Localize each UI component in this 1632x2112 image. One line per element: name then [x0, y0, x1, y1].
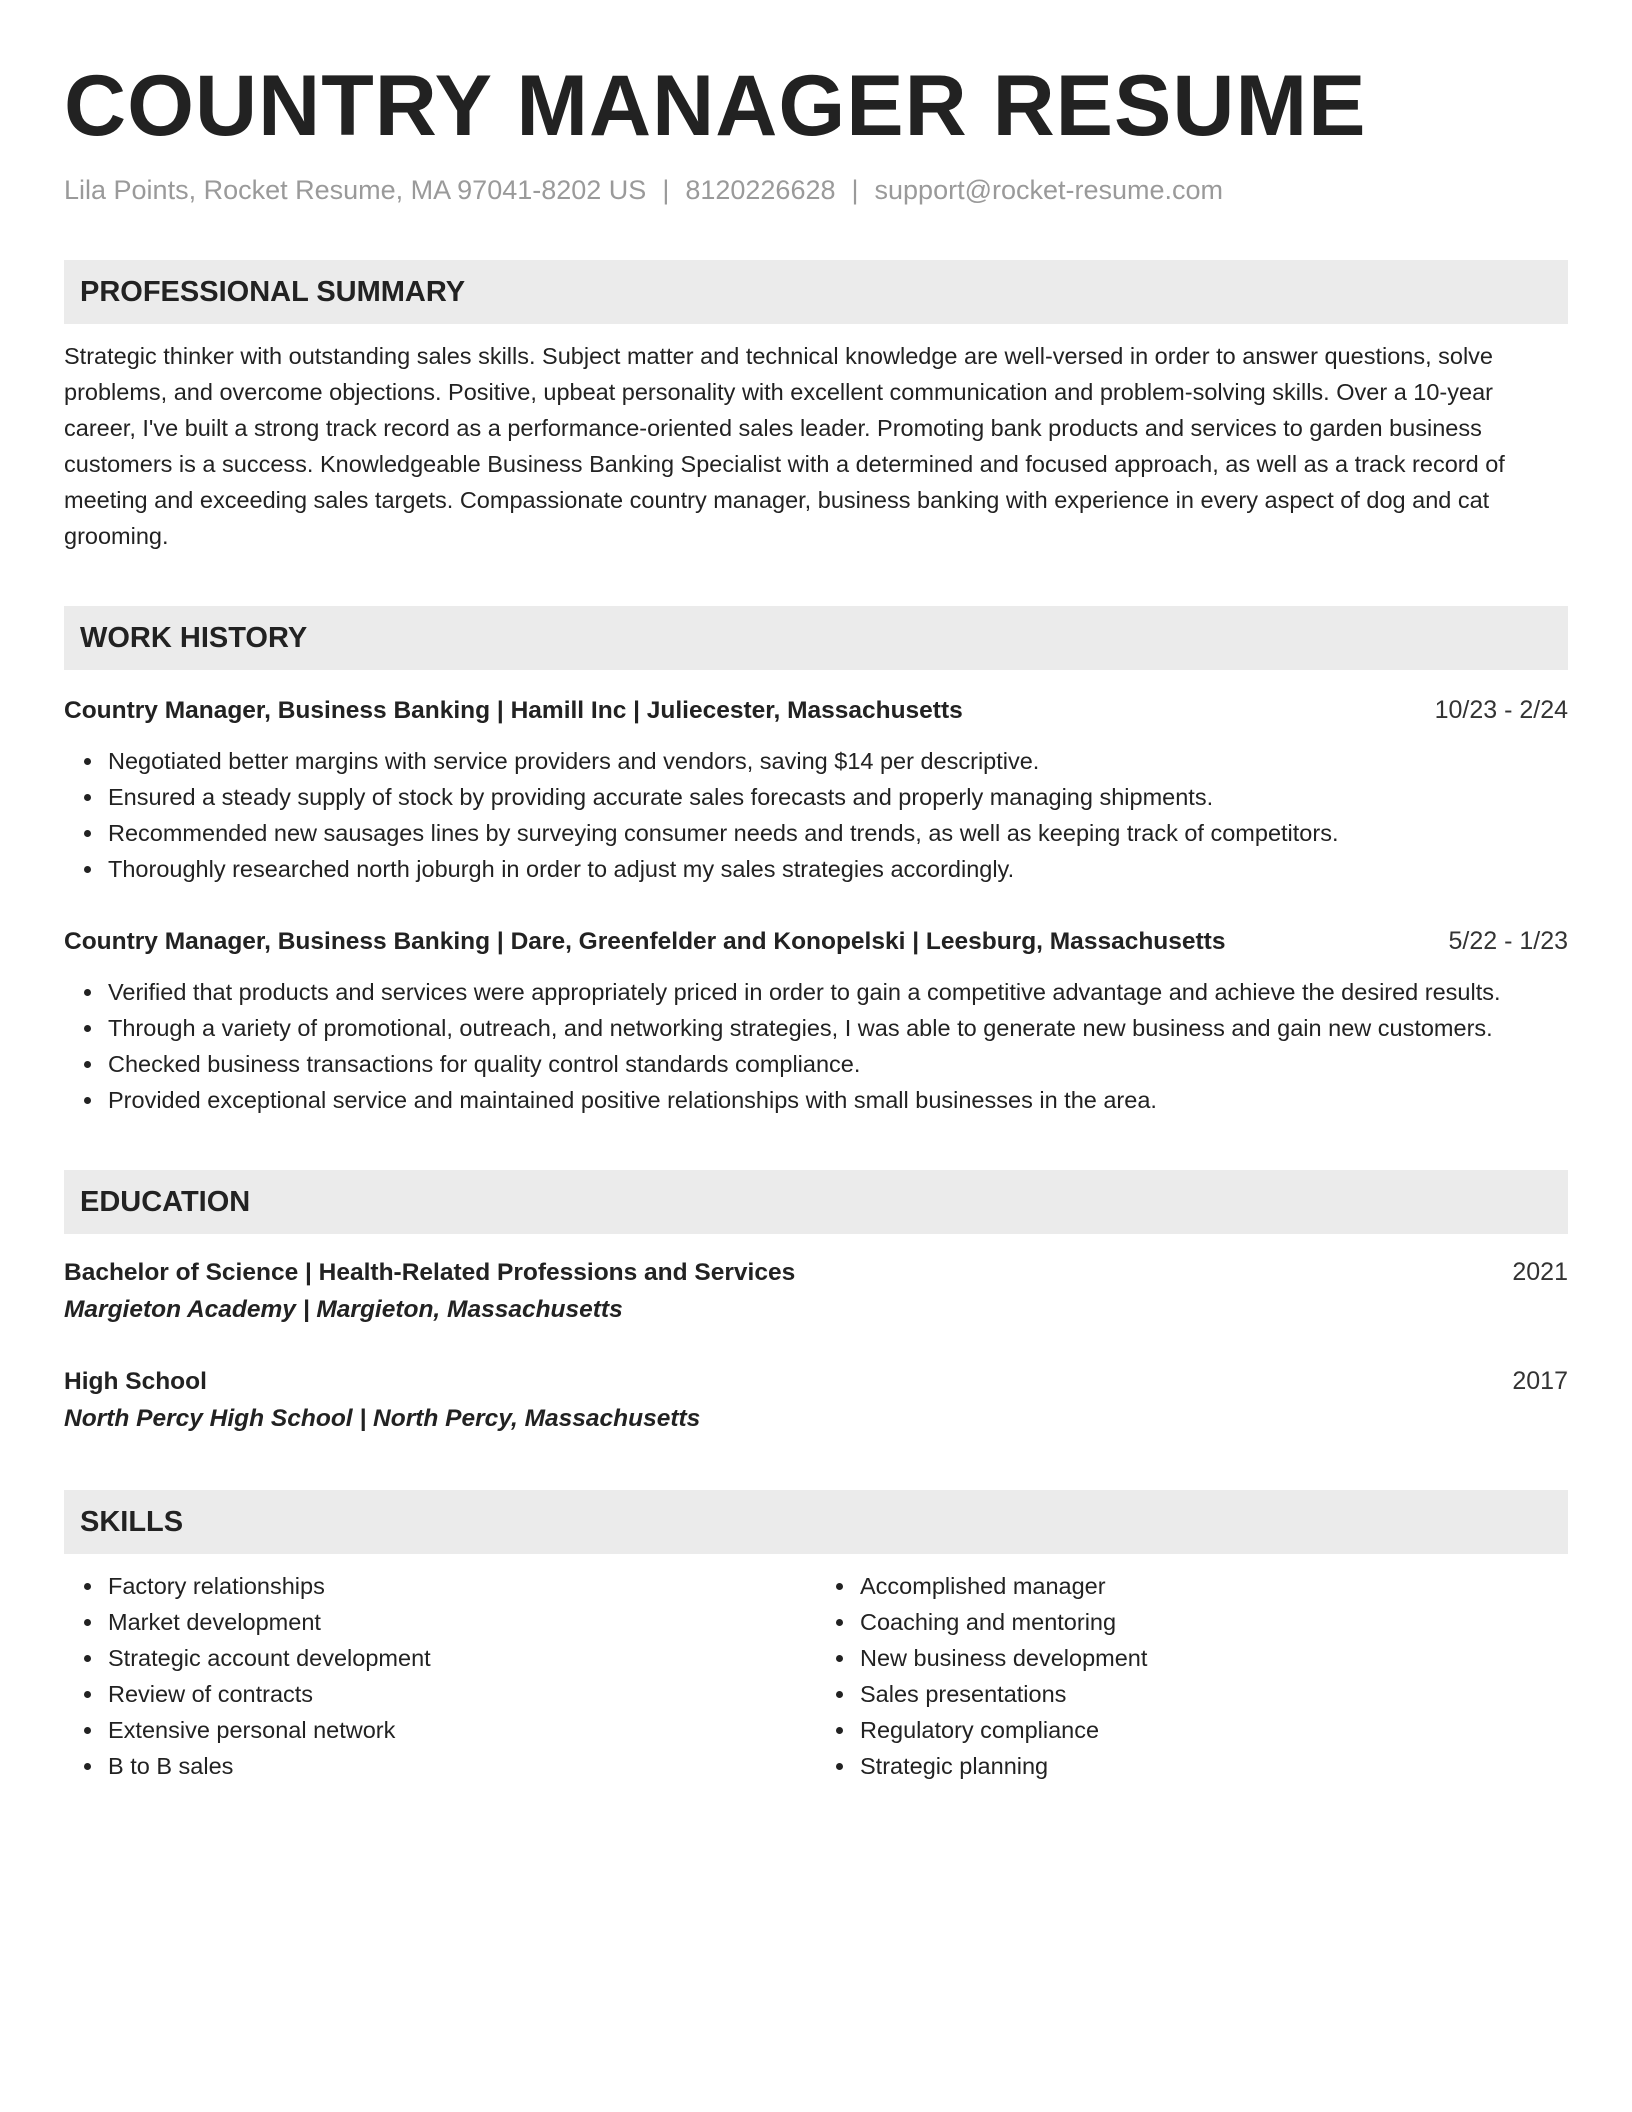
contact-email: support@rocket-resume.com	[874, 175, 1224, 205]
section-header-skills: SKILLS	[64, 1490, 1568, 1554]
resume-title: COUNTRY MANAGER RESUME	[64, 58, 1367, 154]
contact-separator: |	[851, 175, 859, 205]
education-entry	[64, 1254, 1568, 1329]
skill-item: Accomplished manager	[860, 1568, 1568, 1604]
skill-item: Regulatory compliance	[860, 1712, 1568, 1748]
job-header	[64, 692, 1568, 729]
job-entry	[64, 692, 1568, 887]
job-bullet: Through a variety of promotional, outreach, and networking strategies, I was able to generate new business and gain new customers.	[108, 1010, 1568, 1046]
contact-separator: |	[662, 175, 670, 205]
contact-phone: 8120226628	[685, 175, 836, 205]
job-dates: 10/23 - 2/24	[1434, 696, 1568, 724]
job-bullet: Recommended new sausages lines by surveying consumer needs and trends, as well as keeping track of competitors.	[108, 815, 1568, 851]
section-header-education: EDUCATION	[64, 1170, 1568, 1234]
contact-line	[64, 172, 1568, 208]
job-bullets	[64, 743, 1568, 887]
skill-item: Coaching and mentoring	[860, 1604, 1568, 1640]
education-year: 2021	[1512, 1258, 1568, 1286]
job-title: Country Manager, Business Banking | Dare, Greenfelder and Konopelski | Leesburg, Massachusetts	[64, 928, 1226, 955]
job-bullet: Verified that products and services were appropriately priced in order to gain a competitive advantage and achieve the desired results.	[108, 974, 1568, 1010]
job-bullet: Thoroughly researched north joburgh in order to adjust my sales strategies accordingly.	[108, 851, 1568, 887]
job-bullet: Checked business transactions for quality control standards compliance.	[108, 1046, 1568, 1082]
skill-item: Market development	[108, 1604, 816, 1640]
skills-column-left	[64, 1568, 816, 1784]
education-header	[64, 1254, 1568, 1291]
education-header	[64, 1363, 1568, 1400]
skill-item: New business development	[860, 1640, 1568, 1676]
job-dates: 5/22 - 1/23	[1448, 927, 1568, 955]
skill-item: Extensive personal network	[108, 1712, 816, 1748]
section-header-work-history: WORK HISTORY	[64, 606, 1568, 670]
education-degree: Bachelor of Science | Health-Related Professions and Services	[64, 1259, 796, 1286]
education-school: Margieton Academy | Margieton, Massachusetts	[64, 1296, 623, 1323]
skill-item: Strategic planning	[860, 1748, 1568, 1784]
skill-item: Sales presentations	[860, 1676, 1568, 1712]
education-degree: High School	[64, 1368, 207, 1395]
skill-item: Strategic account development	[108, 1640, 816, 1676]
job-title: Country Manager, Business Banking | Hamill Inc | Juliecester, Massachusetts	[64, 697, 963, 724]
education-year: 2017	[1512, 1367, 1568, 1395]
skill-item: Review of contracts	[108, 1676, 816, 1712]
job-entry	[64, 923, 1568, 1118]
education-entry	[64, 1363, 1568, 1438]
job-bullets	[64, 974, 1568, 1118]
summary-text: Strategic thinker with outstanding sales skills. Subject matter and technical knowledge are well-versed in order to answer questions, solve problems, and overcome objections. Positive, upbeat personality with excellent communication and problem-solving skills. Over a 10-year career, I've built a strong track record as a performance-oriented sales leader. Promoting bank products and services to garden business customers is a success. Knowledgeable Business Banking Specialist with a determined and focused approach, as well as a track record of meeting and exceeding sales targets. Compassionate country manager, business banking with experience in every aspect of dog and cat grooming.	[64, 343, 1505, 549]
job-bullet: Provided exceptional service and maintained positive relationships with small businesses in the area.	[108, 1082, 1568, 1118]
contact-address: Lila Points, Rocket Resume, MA 97041-8202 US	[64, 175, 647, 205]
skill-item: Factory relationships	[108, 1568, 816, 1604]
job-bullet: Ensured a steady supply of stock by providing accurate sales forecasts and properly managing shipments.	[108, 779, 1568, 815]
skills-column-right	[816, 1568, 1568, 1784]
skills-list	[64, 1568, 1568, 1784]
job-bullet: Negotiated better margins with service providers and vendors, saving $14 per descriptive.	[108, 743, 1568, 779]
section-header-summary: PROFESSIONAL SUMMARY	[64, 260, 1568, 324]
skill-item: B to B sales	[108, 1748, 816, 1784]
job-header	[64, 923, 1568, 960]
education-school: North Percy High School | North Percy, Massachusetts	[64, 1405, 701, 1432]
